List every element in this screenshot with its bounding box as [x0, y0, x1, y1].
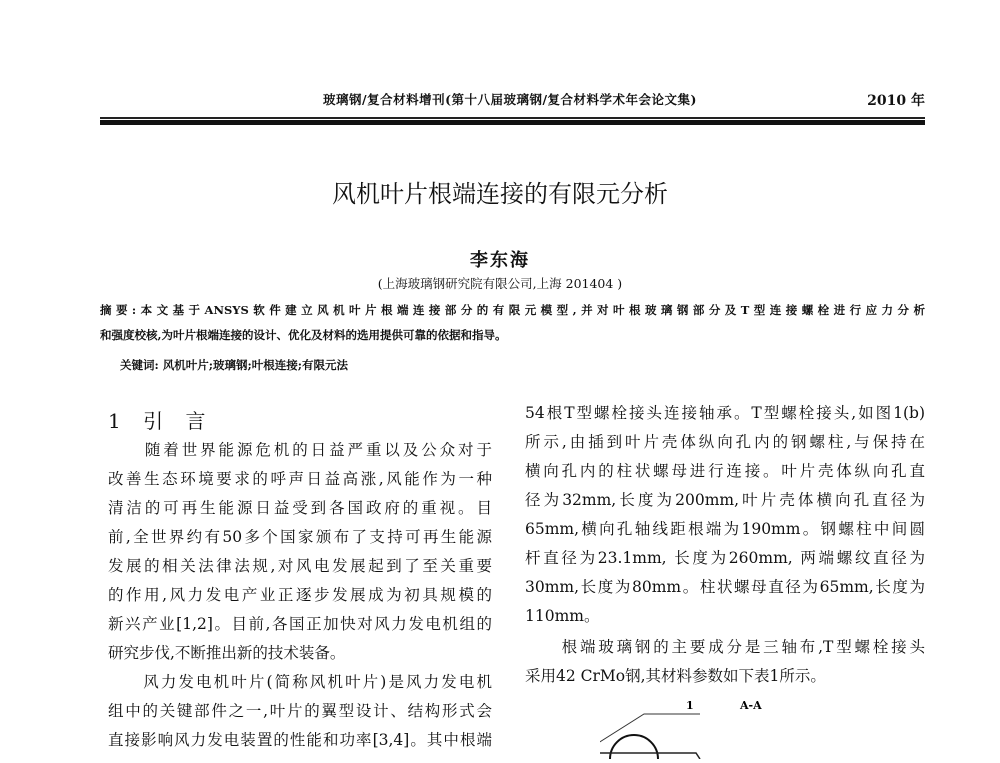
text-line: 径为32mm,长度为200mm,叶片壳体横向孔直径为 [525, 491, 925, 509]
text-line: 30mm,长度为80mm。柱状螺母直径为65mm,长度为 [525, 578, 925, 596]
text-line: 研究步伐,不断推出新的技术装备。 [108, 644, 346, 662]
text-line: 110mm。 [525, 607, 600, 625]
text-line: 组中的关键部件之一,叶片的翼型设计、结构形式会 [108, 702, 492, 720]
text-line: 前,全世界约有50多个国家颁布了支持可再生能源 [108, 528, 492, 546]
text-line: 清洁的可再生能源日益受到各国政府的重视。目 [108, 499, 492, 517]
text-line: 横向孔内的柱状螺母进行连接。叶片壳体纵向孔直 [525, 462, 925, 480]
right-column [525, 0, 925, 759]
text-line: 随着世界能源危机的日益严重以及公众对于 [108, 441, 492, 459]
text-line: 65mm,横向孔轴线距根端为190mm。钢螺柱中间圆 [525, 520, 925, 538]
text-line: 54根T型螺栓接头连接轴承。T型螺栓接头,如图1(b) [525, 404, 925, 422]
text-line: 的作用,风力发电产业正逐步发展成为初具规模的 [108, 586, 492, 604]
text-line: 改善生态环境要求的呼声日益高涨,风能作为一种 [108, 470, 492, 488]
author: 李东海 [470, 250, 530, 271]
text-line: 根端玻璃钢的主要成分是三轴布,T型螺栓接头 [525, 638, 925, 656]
keywords: 关键词: 风机叶片;玻璃钢;叶根连接;有限元法 [120, 358, 348, 372]
abstract-line: 和强度校核,为叶片根端连接的设计、优化及材料的选用提供可靠的依据和指导。 [100, 328, 507, 342]
text-line: 采用42 CrMo钢,其材料参数如下表1所示。 [525, 667, 826, 685]
journal-name: 玻璃钢/复合材料增刊(第十八届玻璃钢/复合材料学术年会论文集) [323, 92, 697, 107]
text-line: 新兴产业[1,2]。目前,各国正加快对风力发电机组的 [108, 615, 492, 633]
text-line: 直接影响风力发电装置的性能和功率[3,4]。其中根端 [108, 731, 492, 749]
paper-title: 风机叶片根端连接的有限元分析 [332, 180, 668, 208]
left-column [108, 0, 492, 759]
abstract-line: 摘要:本文基于ANSYS软件建立风机叶片根端连接部分的有限元模型,并对叶根玻璃钢部分及T型连接螺栓进行应力分析 [100, 303, 925, 317]
section-heading: 1 引 言 [108, 409, 214, 433]
text-line: 发展的相关法律法规,对风电发展起到了至关重要 [108, 557, 492, 575]
text-line: 风力发电机叶片(简称风机叶片)是风力发电机 [108, 673, 492, 691]
year: 2010 年 [867, 93, 925, 109]
text-line: 杆直径为23.1mm, 长度为260mm, 两端螺纹直径为 [525, 549, 925, 567]
figure-label-1: 1 [686, 699, 694, 712]
text-line: 所示,由插到叶片壳体纵向孔内的钢螺柱,与保持在 [525, 433, 925, 451]
figure-drawing [600, 690, 860, 759]
figure-1 [600, 690, 860, 759]
affiliation: (上海玻璃钢研究院有限公司,上海 201404 ) [377, 276, 623, 291]
figure-section-label: A-A [740, 699, 762, 712]
